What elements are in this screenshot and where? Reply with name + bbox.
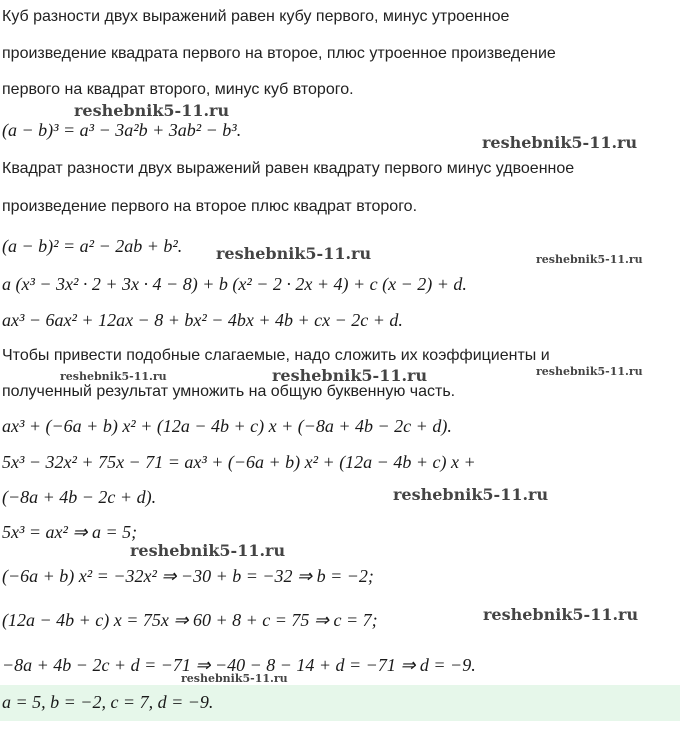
watermark: reshebnik5-11.ru bbox=[181, 672, 288, 685]
formula-find-c: (12a − 4b + c) x = 75x ⇒ 60 + 8 + c = 75 ⇒ c = 7; bbox=[2, 610, 378, 630]
formula-substitution: a (x³ − 3x² · 2 + 3x · 4 − 8) + b (x² − 2 · 2x + 4) + c (x − 2) + d. bbox=[2, 274, 467, 294]
paragraph-cube-line-2: произведение квадрата первого на второе, плюс утроенное произведение bbox=[2, 45, 556, 62]
formula-square-difference: (a − b)² = a² − 2ab + b². bbox=[2, 236, 183, 256]
formula-equation-line-2: (−8a + 4b − 2c + d). bbox=[2, 487, 157, 507]
formula-find-a: 5x³ = ax² ⇒ a = 5; bbox=[2, 522, 138, 542]
watermark: reshebnik5-11.ru bbox=[60, 370, 167, 383]
paragraph-like-terms-line-2: полученный результат умножить на общую буквенную часть. bbox=[2, 383, 456, 400]
watermark: reshebnik5-11.ru bbox=[536, 253, 643, 266]
paragraph-square-line-2: произведение первого на второе плюс квадрат второго. bbox=[2, 198, 418, 215]
watermark: reshebnik5-11.ru bbox=[393, 485, 549, 504]
formula-grouped: ax³ + (−6a + b) x² + (12a − 4b + c) x + (−8a + 4b − 2c + d). bbox=[2, 416, 452, 436]
formula-cube-difference: (a − b)³ = a³ − 3a²b + 3ab² − b³. bbox=[2, 120, 242, 140]
formula-equation-line-1: 5x³ − 32x² + 75x − 71 = ax³ + (−6a + b) x² + (12a − 4b + c) x + bbox=[2, 452, 476, 472]
paragraph-like-terms-line-1: Чтобы привести подобные слагаемые, надо сложить их коэффициенты и bbox=[2, 347, 550, 364]
paragraph-square-line-1: Квадрат разности двух выражений равен квадрату первого минус удвоенное bbox=[2, 160, 575, 177]
watermark: reshebnik5-11.ru bbox=[216, 244, 372, 263]
watermark: reshebnik5-11.ru bbox=[483, 605, 639, 624]
watermark: reshebnik5-11.ru bbox=[130, 541, 286, 560]
formula-answer: a = 5, b = −2, c = 7, d = −9. bbox=[2, 692, 214, 712]
paragraph-cube-line-3: первого на квадрат второго, минус куб второго. bbox=[2, 81, 354, 98]
watermark: reshebnik5-11.ru bbox=[482, 133, 638, 152]
formula-find-d: −8a + 4b − 2c + d = −71 ⇒ −40 − 8 − 14 + d = −71 ⇒ d = −9. bbox=[2, 655, 476, 675]
watermark: reshebnik5-11.ru bbox=[74, 101, 230, 120]
watermark: reshebnik5-11.ru bbox=[272, 366, 428, 385]
watermark: reshebnik5-11.ru bbox=[536, 365, 643, 378]
paragraph-cube-line-1: Куб разности двух выражений равен кубу первого, минус утроенное bbox=[2, 8, 510, 25]
formula-find-b: (−6a + b) x² = −32x² ⇒ −30 + b = −32 ⇒ b = −2; bbox=[2, 566, 374, 586]
formula-expanded: ax³ − 6ax² + 12ax − 8 + bx² − 4bx + 4b + cx − 2c + d. bbox=[2, 310, 403, 330]
